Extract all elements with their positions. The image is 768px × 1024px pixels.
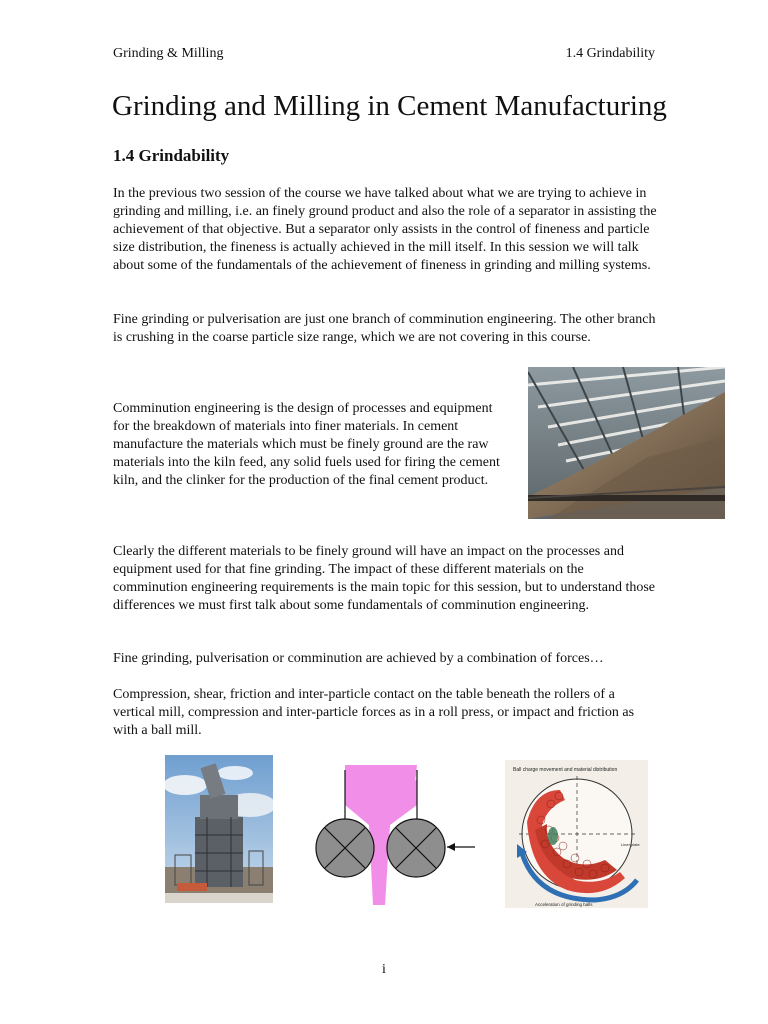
paragraph: Fine grinding or pulverisation are just one branch of comminution engineering. The other branch is crushing in the coarse particle size range, which we are not covering in this course. — [113, 312, 656, 345]
page-title: Grinding and Milling in Cement Manufacturing — [112, 90, 667, 122]
paragraph: Clearly the different materials to be finely ground will have an impact on the processes and equipment used for that fine grinding. The impact of these different materials on the comminution engineering requirements is the main topic for this session, but to understand those differences we must first talk about some fundamentals of comminution engineering. — [113, 544, 656, 613]
raw-material-store-photo — [528, 367, 725, 519]
section-heading: 1.4 Grindability — [113, 146, 230, 165]
paragraph: Compression, shear, friction and inter-particle contact on the table beneath the rollers of a vertical mill, compression and inter-particle forces as in a roll press, or impact and friction as with a ball mill. — [113, 687, 635, 738]
liner-plate-label: Liner plate — [621, 842, 640, 847]
paragraph: Comminution engineering is the design of processes and equipment for the breakdown of materials into finer materials. In cement manufacture the materials which must be finely ground are the raw materials into the kiln feed, any solid fuels used for firing the cement kiln, and the clinker for the production of the final cement product. — [113, 401, 500, 488]
running-header-right: 1.4 Grindability — [565, 46, 655, 61]
roll-press-diagram — [305, 765, 485, 905]
paragraph: In the previous two session of the course we have talked about what we are trying to achieve in grinding and milling, i.e. an finely ground product and also the role of a separator in assisting the achievement of that objective. But a separator only assists in the control of fineness and particle size distribution, the fineness is actually achieved in the mill itself. In this session we will talk about some of the fundamentals of the achievement of fineness in grinding and milling systems. — [113, 186, 657, 273]
ballmill-title: Ball charge movement and material distribution — [513, 767, 618, 773]
running-header-left: Grinding & Milling — [113, 46, 224, 61]
page-number: i — [382, 962, 386, 977]
paragraph: Fine grinding, pulverisation or comminution are achieved by a combination of forces… — [113, 651, 604, 666]
ball-mill-diagram — [505, 760, 648, 908]
vertical-mill-photo — [165, 755, 273, 903]
ballmill-bottom-label: Acceleration of grinding balls — [535, 902, 593, 907]
